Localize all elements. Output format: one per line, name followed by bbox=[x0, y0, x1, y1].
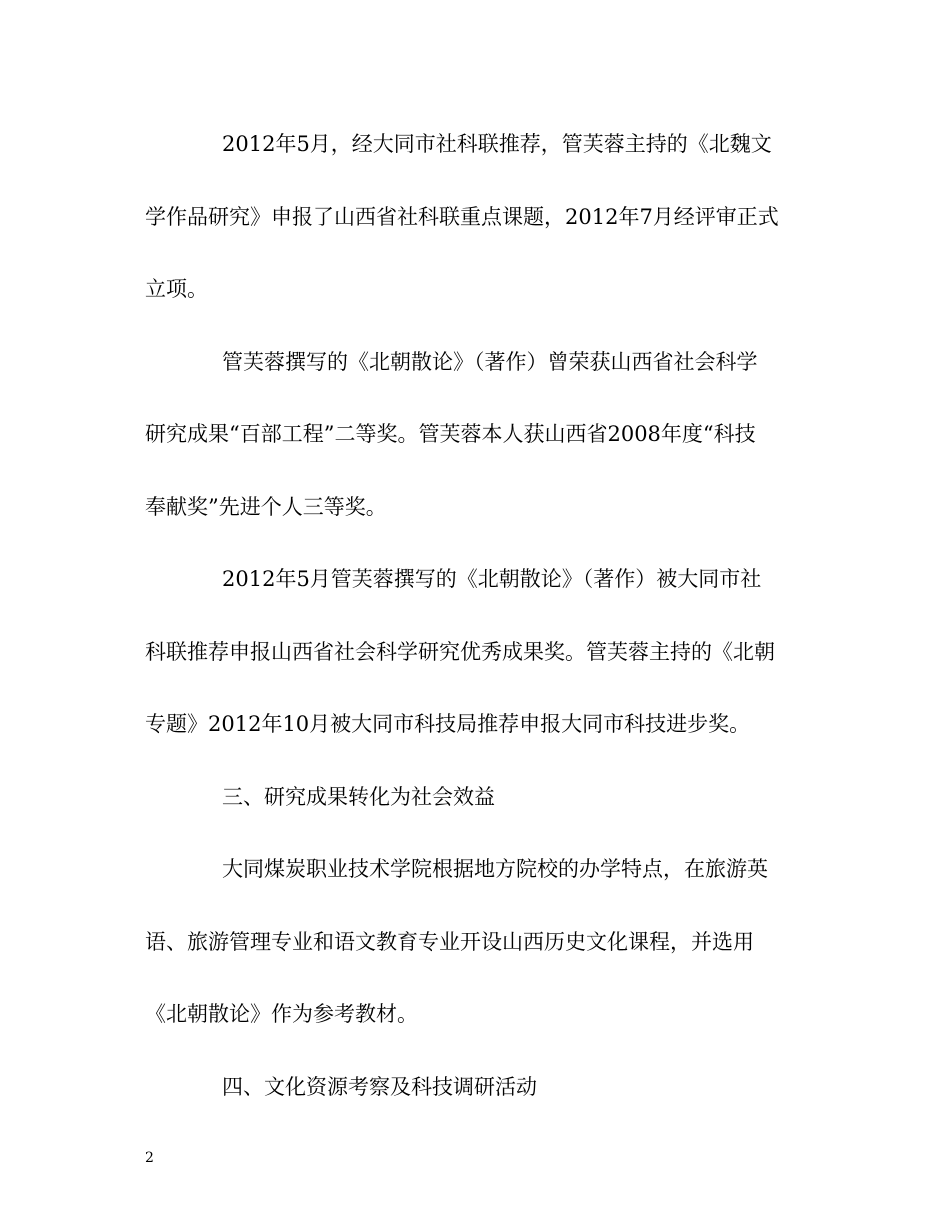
page-number: 2 bbox=[145, 1150, 154, 1166]
section-heading-4: 四、文化资源考察及科技调研活动 bbox=[222, 1074, 537, 1099]
paragraph-3-line-3: 专题》2012年10月被大同市科技局推荐申报大同市科技进步奖。 bbox=[145, 712, 751, 736]
paragraph-1-line-2: 学作品研究》申报了山西省社科联重点课题，2012年7月经评审正式 bbox=[145, 204, 779, 229]
paragraph-4-line-2: 语、旅游管理专业和语文教育专业开设山西历史文化课程，并选用 bbox=[145, 929, 754, 954]
paragraph-3-line-2: 科联推荐申报山西省社会科学研究优秀成果奖。管芙蓉主持的《北朝 bbox=[145, 639, 775, 664]
document-body bbox=[145, 118, 810, 1133]
paragraph-4-line-3: 《北朝散论》作为参考教材。 bbox=[145, 1002, 418, 1026]
paragraph-1-line-1: 2012年5月，经大同市社科联推荐，管芙蓉主持的《北魏文 bbox=[222, 132, 772, 156]
paragraph-2-line-2: 研究成果“百部工程”二等奖。管芙蓉本人获山西省2008年度“科技 bbox=[145, 422, 756, 446]
section-heading-3: 三、研究成果转化为社会效益 bbox=[222, 784, 495, 809]
paragraph-3-line-1: 2012年5月管芙蓉撰写的《北朝散论》（著作）被大同市社 bbox=[222, 567, 762, 591]
paragraph-4-line-1: 大同煤炭职业技术学院根据地方院校的办学特点，在旅游英 bbox=[222, 857, 768, 881]
paragraph-2-line-3: 奉献奖”先进个人三等奖。 bbox=[145, 494, 387, 519]
paragraph-1-line-3: 立项。 bbox=[145, 277, 208, 301]
paragraph-2-line-1: 管芙蓉撰写的《北朝散论》（著作）曾荣获山西省社会科学 bbox=[222, 349, 758, 374]
